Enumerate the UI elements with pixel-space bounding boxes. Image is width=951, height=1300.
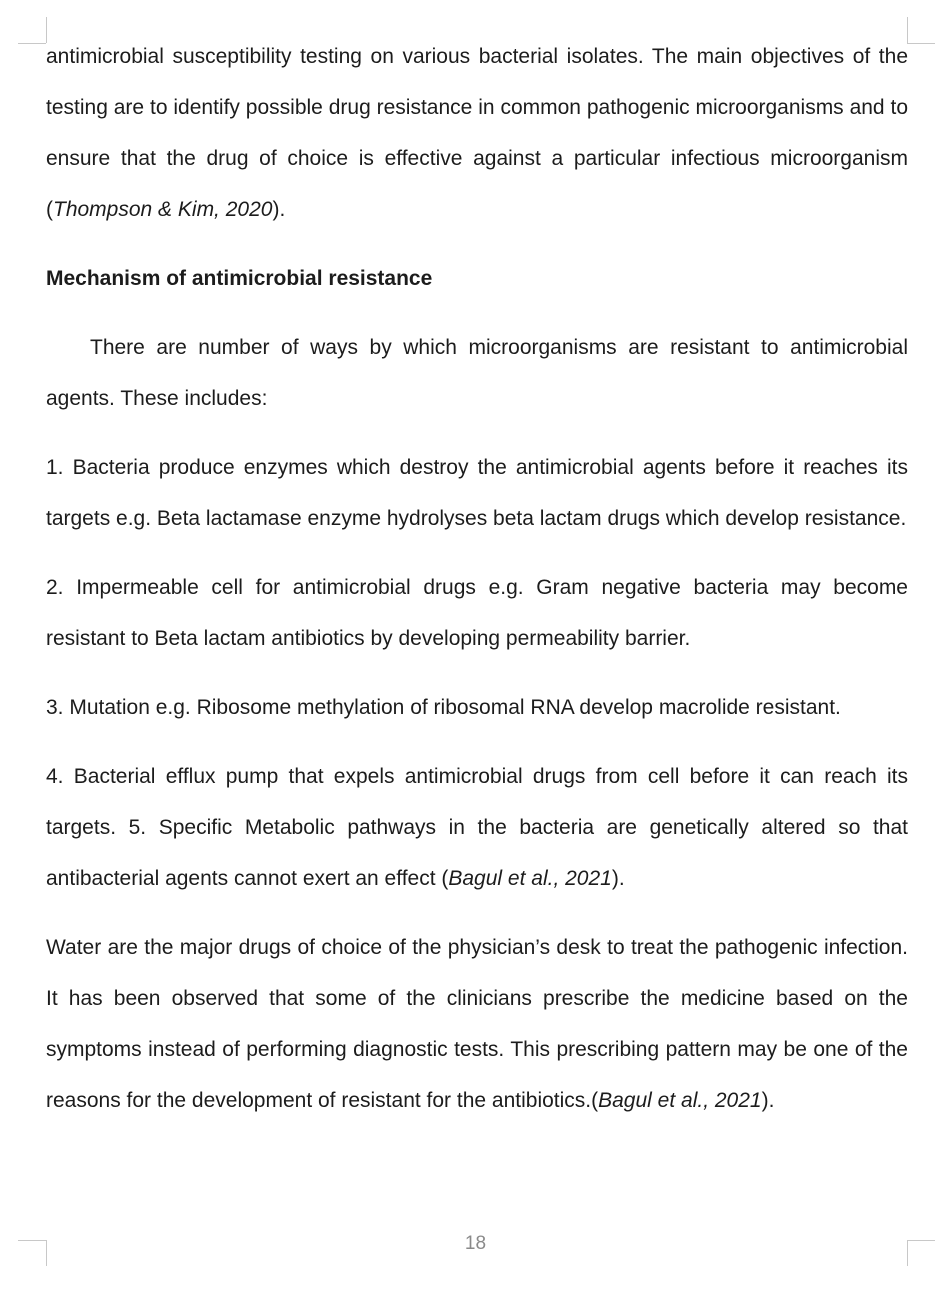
citation: Thompson & Kim, 2020 [53, 198, 273, 221]
intro-paragraph: antimicrobial susceptibility testing on various bacterial isolates. The main objectives of the testing are to identify possible drug resistance in common pathogenic microorganisms and to ensure that the drug of choice is effective against a particular infectious microorganism (Thompson & Kim, 2020). [46, 45, 908, 221]
lead-paragraph: There are number of ways by which microorganisms are resistant to antimicrobial agents. These includes: [46, 336, 908, 410]
citation: Bagul et al., 2021 [448, 867, 612, 890]
section-heading: Mechanism of antimicrobial resistance [46, 267, 433, 290]
page-body [46, 31, 908, 1126]
list-item-2: 2. Impermeable cell for antimicrobial drugs e.g. Gram negative bacteria may become resistant to Beta lactam antibiotics by developing permeability barrier. [46, 576, 908, 650]
page-number: 18 [464, 1233, 487, 1254]
water-paragraph: Water are the major drugs of choice of the physician’s desk to treat the pathogenic infection. It has been observed that some of the clinicians prescribe the medicine based on the symptoms instead of performing diagnostic tests. This prescribing pattern may be one of the reasons for the development of resistant for the antibiotics.(Bagul et al., 2021). [46, 936, 908, 1112]
citation: Bagul et al., 2021 [598, 1089, 762, 1112]
list-item-4: 4. Bacterial efflux pump that expels antimicrobial drugs from cell before it can reach its targets. 5. Specific Metabolic pathways in the bacteria are genetically altered so that antibacterial agents cannot exert an effect (Bagul et al., 2021). [46, 765, 908, 890]
list-item-3: 3. Mutation e.g. Ribosome methylation of ribosomal RNA develop macrolide resistant. [46, 696, 841, 719]
list-item-1: 1. Bacteria produce enzymes which destroy the antimicrobial agents before it reaches its targets e.g. Beta lactamase enzyme hydrolyses beta lactam drugs which develop resistance. [46, 456, 908, 530]
